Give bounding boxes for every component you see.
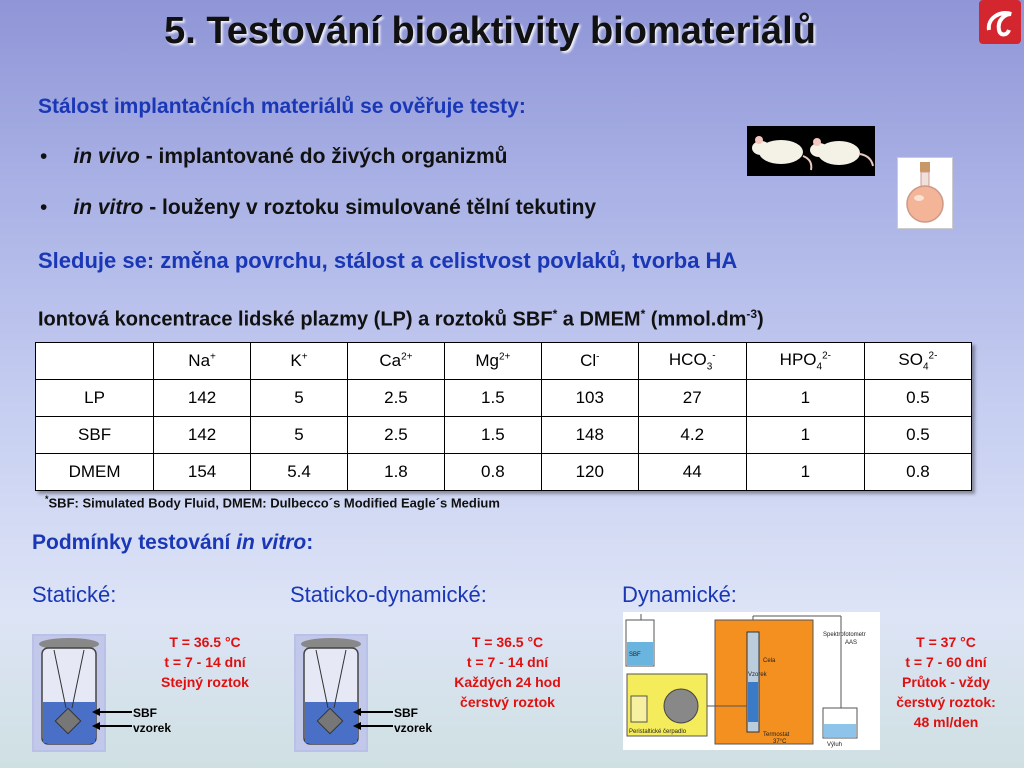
ion-symbol: HCO (668, 349, 707, 369)
semi-dynamic-bottle-image (294, 634, 368, 752)
param-line: Průtok - vždy (902, 674, 990, 690)
table-cell: 1 (746, 380, 864, 417)
table-header-cell (746, 343, 864, 380)
table-header-cell (154, 343, 251, 380)
conditions-term: in vitro (236, 531, 307, 554)
table-row (36, 417, 972, 454)
diagram-label-pump: Peristaltické čerpadlo (629, 729, 687, 735)
table-cell: 1.8 (347, 454, 444, 491)
ion-symbol: K (290, 351, 302, 370)
bullet-in-vitro (40, 196, 596, 220)
table-cell: 103 (541, 380, 638, 417)
table-header-cell (638, 343, 746, 380)
table-cell: 0.8 (444, 454, 541, 491)
heading-text: (mmol.dm (645, 308, 747, 331)
table-cell: 2.5 (347, 417, 444, 454)
flask-image (897, 157, 953, 229)
conditions-text: Podmínky testování (32, 531, 237, 554)
row-label-cell: DMEM (36, 454, 154, 491)
label-sbf: SBF (133, 706, 157, 720)
table-header-cell (444, 343, 541, 380)
param-line: Stejný roztok (161, 674, 249, 690)
arrows (353, 706, 395, 730)
ion-symbol: Na (188, 351, 211, 370)
arrows (92, 706, 134, 730)
ion-symbol: Mg (475, 351, 499, 370)
ion-charge: - (596, 351, 600, 363)
dynamic-params (882, 632, 1010, 732)
bullet-in-vivo (40, 145, 507, 169)
heading-star: * (640, 307, 646, 321)
bullet-term: in vitro (73, 196, 144, 219)
static-params (145, 632, 265, 692)
table-cell: 1.5 (444, 380, 541, 417)
static-labels (133, 706, 171, 736)
semi-dynamic-heading: Staticko-dynamické: (290, 582, 487, 607)
param-line: T = 36.5 °C (471, 634, 544, 650)
semi-dynamic-params (440, 632, 575, 712)
table-cell: 142 (154, 380, 251, 417)
row-label-cell: SBF (36, 417, 154, 454)
table-cell: 0.8 (864, 454, 971, 491)
param-line: t = 7 - 60 dní (905, 654, 987, 670)
table-header-cell (541, 343, 638, 380)
bullet-mark: • (40, 196, 48, 219)
table-cell: 0.5 (864, 417, 971, 454)
ion-symbol: Cl (580, 351, 597, 370)
bullet-text: - louženy v roztoku simulované tělní tekutiny (143, 196, 597, 219)
table-cell: 2.5 (347, 380, 444, 417)
ion-symbol: HPO (779, 349, 817, 369)
diagram-label-temp: 37°C (773, 739, 787, 745)
table-footnote (45, 494, 500, 510)
label-sample: vzorek (133, 721, 172, 735)
table-header-cell (864, 343, 971, 380)
heading-exponent: -3 (746, 307, 758, 321)
row-label-cell: LP (36, 380, 154, 417)
label-sbf: SBF (394, 706, 418, 720)
heading-star: * (552, 307, 558, 321)
heading-text: a DMEM (557, 308, 641, 331)
diagram-label-aas: AAS (845, 640, 858, 646)
bullet-mark: • (40, 145, 48, 168)
table-cell: 1 (746, 417, 864, 454)
table-cell: 5.4 (251, 454, 348, 491)
footnote-star: * (45, 494, 49, 504)
bullet-text: - implantované do živých organizmů (139, 145, 508, 168)
param-line: čerstvý roztok (460, 694, 555, 710)
table-cell: 154 (154, 454, 251, 491)
table-row (36, 380, 972, 417)
ion-charge: + (210, 351, 216, 363)
table-corner-cell (36, 343, 154, 380)
table-cell: 120 (541, 454, 638, 491)
table-cell: 142 (154, 417, 251, 454)
bullet-term: in vivo (73, 145, 140, 168)
label-sample: vzorek (394, 721, 433, 735)
dynamic-setup-diagram (623, 612, 880, 750)
conditions-text: : (306, 531, 314, 554)
static-heading: Statické: (32, 582, 117, 607)
footnote-text: SBF: Simulated Body Fluid, DMEM: Dulbecco´s Modified Eagle´s Medium (48, 495, 500, 511)
diagram-label-waste: Výluh (827, 742, 843, 748)
ion-symbol: SO (898, 349, 923, 369)
table-cell: 148 (541, 417, 638, 454)
param-line: čerstvý roztok: (896, 694, 996, 710)
ion-subscript: 4 (922, 361, 929, 373)
table-cell: 5 (251, 380, 348, 417)
table-cell: 5 (251, 417, 348, 454)
param-line: t = 7 - 14 dní (164, 654, 246, 670)
semi-dynamic-labels (394, 706, 432, 736)
ion-charge: + (301, 351, 308, 363)
heading-text: Iontová koncentrace lidské plazmy (LP) a roztoků SBF (38, 308, 553, 331)
diagram-label-sbf: SBF (629, 652, 641, 658)
table-cell: 1 (746, 454, 864, 491)
slide-title: 5. Testování bioaktivity biomateriálů (164, 10, 816, 52)
static-bottle-image (32, 634, 106, 752)
mice-photo (747, 126, 875, 176)
param-line: Každých 24 hod (454, 674, 561, 690)
ion-charge: - (712, 350, 716, 362)
ion-charge: 2- (822, 350, 831, 362)
param-line: T = 37 °C (916, 634, 976, 650)
observation-text: Sleduje se: změna povrchu, stálost a celistvost povlaků, tvorba HA (38, 248, 738, 273)
ion-symbol: Ca (379, 351, 402, 370)
table-cell: 27 (638, 380, 746, 417)
param-line: T = 36.5 °C (169, 634, 241, 650)
intro-text: Stálost implantačních materiálů se ověřuje testy: (38, 95, 526, 118)
diagram-label-cell: Cela (763, 658, 776, 664)
diagram-label-thermostat: Termostat (763, 732, 790, 738)
diagram-label-spectro: Spektrofotometr (823, 632, 866, 638)
ion-charge: 2+ (401, 351, 413, 363)
param-line: 48 ml/den (913, 714, 979, 730)
ion-charge: 2+ (498, 351, 511, 363)
table-cell: 4.2 (638, 417, 746, 454)
heading-text: ) (757, 308, 764, 331)
table-cell: 1.5 (444, 417, 541, 454)
ion-subscript: 4 (816, 361, 823, 373)
table-row (36, 454, 972, 491)
param-line: t = 7 - 14 dní (466, 654, 549, 670)
table-header-cell (251, 343, 348, 380)
ion-concentration-table (35, 342, 972, 491)
table-header-row (36, 343, 972, 380)
diagram-label-sample: Vzorek (748, 672, 767, 678)
table-cell: 0.5 (864, 380, 971, 417)
ion-charge: 2- (928, 350, 938, 362)
conditions-heading (32, 531, 313, 555)
dynamic-heading: Dynamické: (622, 582, 737, 607)
table-header-cell (347, 343, 444, 380)
ion-subscript: 3 (706, 361, 713, 373)
table-cell: 44 (638, 454, 746, 491)
table-heading (38, 307, 764, 332)
logo (979, 0, 1021, 44)
